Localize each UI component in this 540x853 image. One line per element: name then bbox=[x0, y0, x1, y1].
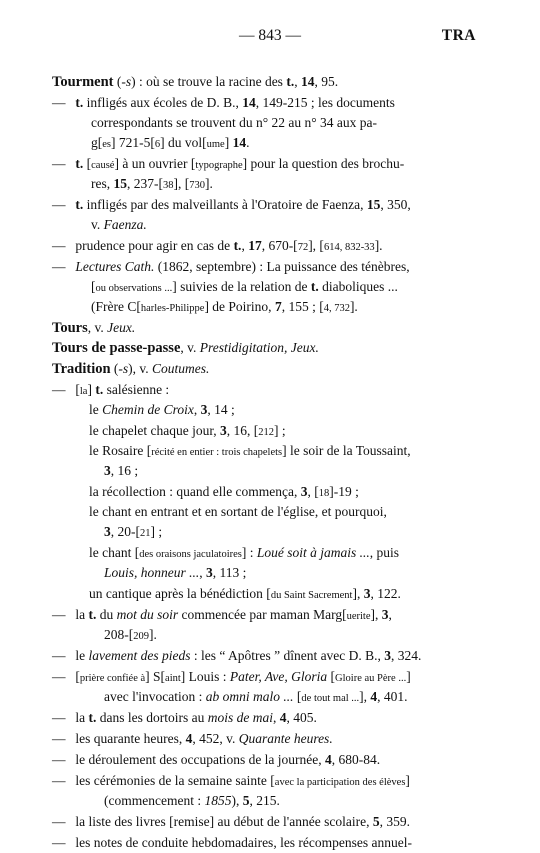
index-line: le chapelet chaque jour, 3, 16, [212] ; bbox=[89, 423, 286, 438]
index-line: — t. [causé] à un ouvrier [typographe] pour la question des brochu- bbox=[52, 156, 405, 171]
index-line: Tradition (-s), v. Coutumes. bbox=[52, 361, 210, 377]
index-line: le Chemin de Croix, 3, 14 ; bbox=[89, 402, 235, 417]
index-line: [ou observations ...] suivies de la relation de t. diaboliques ... bbox=[91, 279, 398, 294]
index-line: le chant [des oraisons jaculatoires] : Loué soit à jamais ..., puis bbox=[89, 545, 400, 560]
page-number: — 843 — bbox=[239, 27, 301, 44]
index-line: — les quarante heures, 4, 452, v. Quarante heures. bbox=[52, 731, 333, 746]
running-head: TRA bbox=[441, 27, 476, 44]
index-line: — [prière confiée à] S[aint] Louis : Pater, Ave, Gloria [Gloire au Père ...] bbox=[52, 669, 411, 684]
index-line: — t. infligés par des malveillants à l'Oratoire de Faenza, 15, 350, bbox=[52, 197, 411, 212]
index-line: la récollection : quand elle commença, 3, [18]-19 ; bbox=[89, 484, 359, 499]
index-line: res, 15, 237-[38], [730]. bbox=[91, 176, 213, 191]
index-line: — Lectures Cath. (1862, septembre) : La puissance des ténèbres, bbox=[52, 259, 410, 274]
index-line: le chant en entrant et en sortant de l'église, et pourquoi, bbox=[89, 504, 387, 519]
page-header bbox=[0, 27, 540, 49]
index-line: g[es] 721-5[6] du vol[ume] 14. bbox=[91, 135, 250, 150]
index-line: Louis, honneur ..., 3, 113 ; bbox=[104, 565, 247, 580]
index-line: avec l'invocation : ab omni malo ... [de tout mal ...], 4, 401. bbox=[104, 689, 408, 704]
index-line: 208-[209]. bbox=[104, 627, 157, 642]
index-line: v. Faenza. bbox=[91, 217, 147, 232]
index-line: (Frère C[harles-Philippe] de Poirino, 7, 155 ; [4, 732]. bbox=[91, 299, 358, 314]
index-line: 3, 20-[21] ; bbox=[104, 524, 163, 539]
index-line: (commencement : 1855), 5, 215. bbox=[104, 793, 280, 808]
index-line: correspondants se trouvent du n° 22 au n° 34 aux pa- bbox=[91, 115, 377, 130]
index-line: 3, 16 ; bbox=[104, 463, 139, 478]
index-line: le Rosaire [récité en entier : trois chapelets] le soir de la Toussaint, bbox=[89, 443, 411, 458]
index-line: Tourment (-s) : où se trouve la racine des t., 14, 95. bbox=[52, 74, 339, 90]
index-line: un cantique après la bénédiction [du Saint Sacrement], 3, 122. bbox=[89, 586, 401, 601]
index-line: — la t. du mot du soir commencée par maman Marg[uerite], 3, bbox=[52, 607, 392, 622]
index-line: — la liste des livres [remise] au début de l'année scolaire, 5, 359. bbox=[52, 814, 410, 829]
index-line: — t. infligés aux écoles de D. B., 14, 149-215 ; les documents bbox=[52, 95, 395, 110]
index-line: — les notes de conduite hebdomadaires, les récompenses annuel- bbox=[52, 835, 413, 850]
index-line: — le lavement des pieds : les “ Apôtres ” dînent avec D. B., 3, 324. bbox=[52, 648, 422, 663]
index-line: Tours de passe-passe, v. Prestidigitation, Jeux. bbox=[52, 340, 319, 356]
index-line: Tours, v. Jeux. bbox=[52, 320, 136, 336]
index-line: — [la] t. salésienne : bbox=[52, 382, 170, 397]
index-line: — le déroulement des occupations de la journée, 4, 680-84. bbox=[52, 752, 381, 767]
index-line: — la t. dans les dortoirs au mois de mai, 4, 405. bbox=[52, 710, 317, 725]
index-line: — les cérémonies de la semaine sainte [avec la participation des élèves] bbox=[52, 773, 410, 788]
index-line: — prudence pour agir en cas de t., 17, 670-[72], [614, 832-33]. bbox=[52, 238, 383, 253]
